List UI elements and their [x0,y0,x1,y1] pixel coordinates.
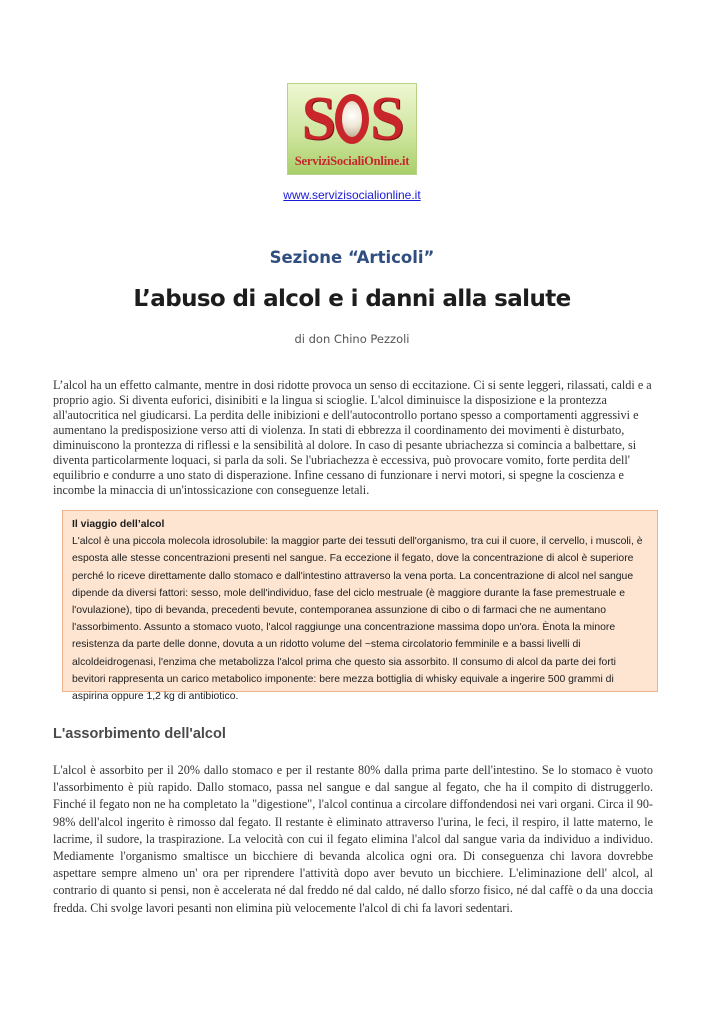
info-box [62,510,658,703]
info-box-text: L'alcol è una piccola molecola idrosolubile: la maggior parte dei tessuti dell'organismo, tra cui il cuore, il cervello, i muscoli, è esposta alle stesse concentrazioni presenti nel sangue. Fa eccezione il fegato, dove la concentrazione di alcol è superiore perché lo riceve direttamente dallo stomaco e dall'intestino attraverso la vena porta. La concentrazione di alcol nel sangue dipende da diversi fattori: sesso, mole dell'individuo, fase del ciclo mestruale (è maggiore durante la fase premestruale e l'ovulazione), tipo di bevanda, precedenti bevute, contemporanea assunzione di cibo o di farmaci che ne aumentano l'assorbimento. Assunto a stomaco vuoto, l'alcol raggiunge una concentrazione massima dopo un'ora. Ènota la minore resistenza da parte delle donne, dovuta a un ridotto volume del ~stema circolatorio femminile e a bassi livelli di alcoldeidrogenasi, l'enzima che metabolizza l'alcol prima che questo sia assorbito. Il consumo di alcol da parte dei forti bevitori rappresenta un carico metabolico imponente: bere mezza bottiglia di whisky equivale a ingerire 500 grammi di aspirina oppure 1,2 kg di antibiotico. [72,536,643,703]
info-box-title: Il viaggio dell’alcol [72,519,165,530]
intro-paragraph: L’alcol ha un effetto calmante, mentre in dosi ridotte provoca un senso di eccitazione. Ci si sente leggeri, rilassati, caldi e a proprio agio. Si diventa euforici, disinibiti e la lingua si scioglie. L'alcol diminuisce la disposizione e la prontezza all'autocritica nel giudicarsi. La perdita delle inibizioni e dell'autocontrollo portano spesso a comportamenti aggressivi e aumentano la predisposizione verso atti di violenza. In stati di ebbrezza il coordinamento dei movimenti è disturbato, diminuiscono la prontezza di riflessi e la sensibilità al dolore. In caso di pesante ubriachezza si comincia a balbettare, si diventa particolarmente loquaci, si parla da soli. Se l'ubriachezza è eccessiva, può provocare vomito, forte perdita dell' equilibrio e condurre a uno stato di disperazione. Infine cessano di funzionare i nervi motori, si spegne la coscienza e incombe la minaccia di un'intossicazione con conseguenze letali. [53,378,652,497]
logo-letter-o [335,94,369,144]
logo-letter-s2: S [370,85,403,153]
absorption-paragraph: L'alcol è assorbito per il 20% dallo stomaco e per il restante 80% dalla prima parte dell'intestino. Se lo stomaco è vuoto l'assorbimento è più rapido. Dallo stomaco, passa nel sangue e dal sangue al fegato, che ha il compito di distruggerlo. Finché il fegato non ne ha completato la "digestione", l'alcol continua a circolare diffondendosi nei vari organi. Circa il 90-98% dell'alcol ingerito è rimosso dal fegato. Il restante è eliminato attraverso l'urina, le feci, il respiro, il latte materno, le lacrime, il sudore, la traspirazione. La velocità con cui il fegato elimina l'alcol dal sangue varia da individuo a individuo. Mediamente l'organismo smaltisce un bicchiere di bevanda alcolica ogni ora. Di conseguenza chi lavora dovrebbe aspettare sempre almeno un' ora per riprendere l'attività dopo aver bevuto un bicchiere. L'eliminazione dell' alcol, al contrario di quanto si pensi, non è accelerata né dal freddo né dal caldo, né dallo sforzo fisico, né dal caffè o da una doccia fredda. Chi svolge lavori pesanti non elimina più velocemente l'alcol di chi fa lavori sedentari. [53,763,653,915]
logo-letters [288,84,416,154]
logo-letter-s1: S [301,85,334,153]
website-link[interactable]: www.servizisocialionline.it [283,188,421,202]
logo-brand-text: ServiziSocialiOnline.it [294,154,410,168]
sos-logo [287,83,417,175]
author-byline: di don Chino Pezzoli [294,332,410,346]
section-heading: L'assorbimento dell'alcol [53,726,226,742]
article-title: L’abuso di alcol e i danni alla salute [133,286,571,312]
section-title: Sezione “Articoli” [269,248,435,267]
